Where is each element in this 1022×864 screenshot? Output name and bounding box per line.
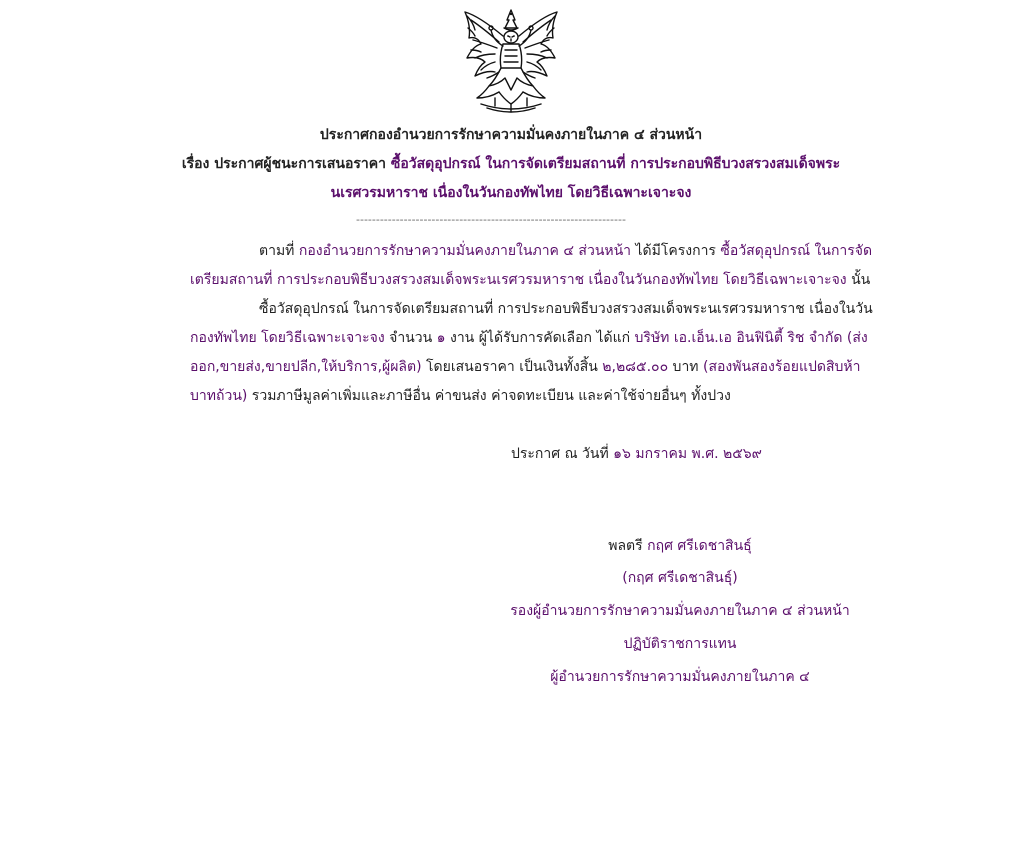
paragraph2-line4 (190, 386, 731, 406)
project-name: ซื้อวัสดุอุปกรณ์ ในการจัด (720, 243, 873, 259)
text: รวมภาษีมูลค่าเพิ่มและภาษีอื่น ค่าขนส่ง ค่าจดทะเบียน และค่าใช้จ่ายอื่นๆ ทั้งปวง (247, 388, 731, 404)
signer-name (480, 536, 880, 556)
signer-fullname: กฤศ ศรีเดชาสินธุ์ (647, 538, 752, 554)
paragraph1-line1 (259, 241, 872, 261)
signer-rank: พลตรี (608, 538, 648, 554)
text: งาน ผู้ได้รับการคัดเลือก ได้แก่ (445, 330, 635, 346)
text: ตามที่ (259, 243, 299, 259)
project-name: เตรียมสถานที่ การประกอบพิธีบวงสรวงสมเด็จพระนเรศวรมหาราช เนื่องในวันกองทัพไทย โดยวิธีเฉพาะเจาะจง (190, 272, 847, 288)
date-value: ๑๖ มกราคม พ.ศ. ๒๕๖๙ (613, 446, 762, 462)
divider: -------------------------------------------------------------------- (356, 213, 626, 226)
date-prefix: ประกาศ ณ วันที่ (511, 446, 614, 462)
winner-name: ออก,ขายส่ง,ขายปลีก,ให้บริการ,ผู้ผลิต) (190, 359, 422, 375)
subject-line-1 (0, 154, 1022, 174)
paragraph2-line1: ซื้อวัสดุอุปกรณ์ ในการจัดเตรียมสถานที่ การประกอบพิธีบวงสรวงสมเด็จพระนเรศวรมหาราช เนื่องในวัน (259, 301, 873, 317)
text: บาท (668, 359, 703, 375)
paragraph2-line2 (190, 328, 868, 348)
subject-project: ซื้อวัสดุอุปกรณ์ ในการจัดเตรียมสถานที่ การประกอบพิธีบวงสรวงสมเด็จพระ (390, 156, 841, 172)
project-method: กองทัพไทย โดยวิธีเฉพาะเจาะจง (190, 330, 385, 346)
text: ได้มีโครงการ (631, 243, 721, 259)
signer-name-parenthesized: (กฤศ ศรีเดชาสินธุ์) (622, 570, 738, 586)
subject-line-2: นเรศวรมหาราช เนื่องในวันกองทัพไทย โดยวิธีเฉพาะเจาะจง (330, 185, 692, 201)
price-amount: ๒,๒๘๕.๐๐ (602, 359, 669, 375)
price-in-words: บาทถ้วน) (190, 388, 248, 404)
winner-name: บริษัท เอ.เอ็น.เอ อินฟินิตี้ ริช จำกัด (ส่ง (634, 330, 868, 346)
subject-prefix: เรื่อง ประกาศผู้ชนะการเสนอราคา (181, 156, 391, 172)
garuda-emblem-icon (459, 6, 563, 116)
announcement-title: ประกาศกองอำนวยการรักษาความมั่นคงภายในภาค ๔ ส่วนหน้า (319, 127, 703, 143)
price-in-words: (สองพันสองร้อยแปดสิบห้า (703, 359, 861, 375)
principal-position: ผู้อำนวยการรักษาความมั่นคงภายในภาค ๔ (550, 669, 810, 685)
quantity: ๑ (436, 330, 446, 346)
text: นั้น (846, 272, 871, 288)
acting-on-behalf: ปฏิบัติราชการแทน (623, 636, 737, 652)
paragraph2-line3 (190, 357, 861, 377)
text: โดยเสนอราคา เป็นเงินทั้งสิ้น (421, 359, 603, 375)
text: จำนวน (384, 330, 437, 346)
announcement-date (511, 444, 762, 464)
signer-position: รองผู้อำนวยการรักษาความมั่นคงภายในภาค ๔ ส่วนหน้า (510, 603, 850, 619)
paragraph1-line2 (190, 270, 870, 290)
agency-name: กองอำนวยการรักษาความมั่นคงภายในภาค ๔ ส่วนหน้า (298, 243, 632, 259)
